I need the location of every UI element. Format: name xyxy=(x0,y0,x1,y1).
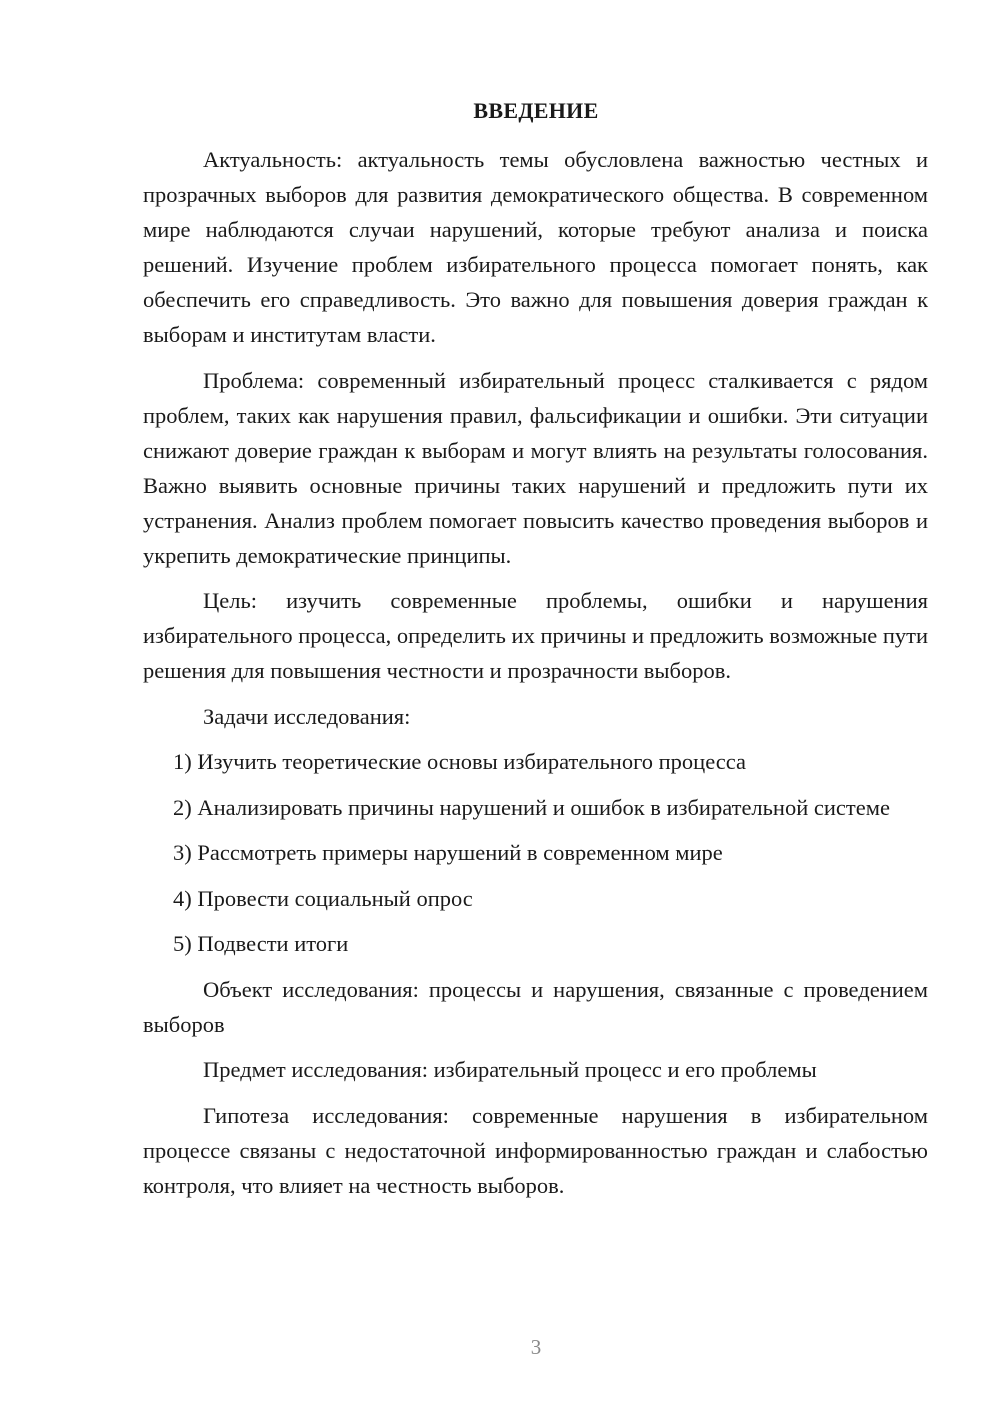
section-heading: ВВЕДЕНИЕ xyxy=(473,98,599,123)
task-item: 3) Рассмотреть примеры нарушений в современном мире xyxy=(173,840,723,865)
paragraph-hypothesis: Гипотеза исследования: современные нарушения в избирательном процессе связаны с недостаточной информированностью граждан и слабостью контроля, что влияет на честность выборов. xyxy=(143,1102,928,1198)
paragraph-subject: Предмет исследования: избирательный процесс и его проблемы xyxy=(203,1057,817,1082)
task-item: 1) Изучить теоретические основы избирательного процесса xyxy=(173,749,747,774)
page-number: 3 xyxy=(530,1335,542,1359)
task-item: 5) Подвести итоги xyxy=(173,931,349,956)
task-item: 2) Анализировать причины нарушений и ошибок в избирательной системе xyxy=(173,794,890,820)
paragraph-tasks-heading: Задачи исследования: xyxy=(203,703,411,729)
paragraph-goal: Цель: изучить современные проблемы, ошибки и нарушения избирательного процесса, определить их причины и предложить возможные пути решения для повышения честности и прозрачности выборов. xyxy=(143,588,928,683)
paragraph-relevance: Актуальность: актуальность темы обусловлена важностью честных и прозрачных выборов для развития демократического общества. В современном мире наблюдаются случаи нарушений, которые требуют анализа и поиска решений. Изучение проблем избирательного процесса помогает понять, как обеспечить его справедливость. Это важно для повышения доверия граждан к выборам и институтам власти. xyxy=(143,147,928,347)
paragraph-problem: Проблема: современный избирательный процесс сталкивается с рядом проблем, таких как нарушения правил, фальсификации и ошибки. Эти ситуации снижают доверие граждан к выборам и могут влиять на результаты голосования. Важно выявить основные причины таких нарушений и предложить пути их устранения. Анализ проблем помогает повысить качество проведения выборов и укрепить демократические принципы. xyxy=(143,367,928,568)
paragraph-object: Объект исследования: процессы и нарушения, связанные с проведением выборов xyxy=(143,976,928,1037)
document-body xyxy=(143,142,928,1213)
task-item: 4) Провести социальный опрос xyxy=(173,885,473,911)
